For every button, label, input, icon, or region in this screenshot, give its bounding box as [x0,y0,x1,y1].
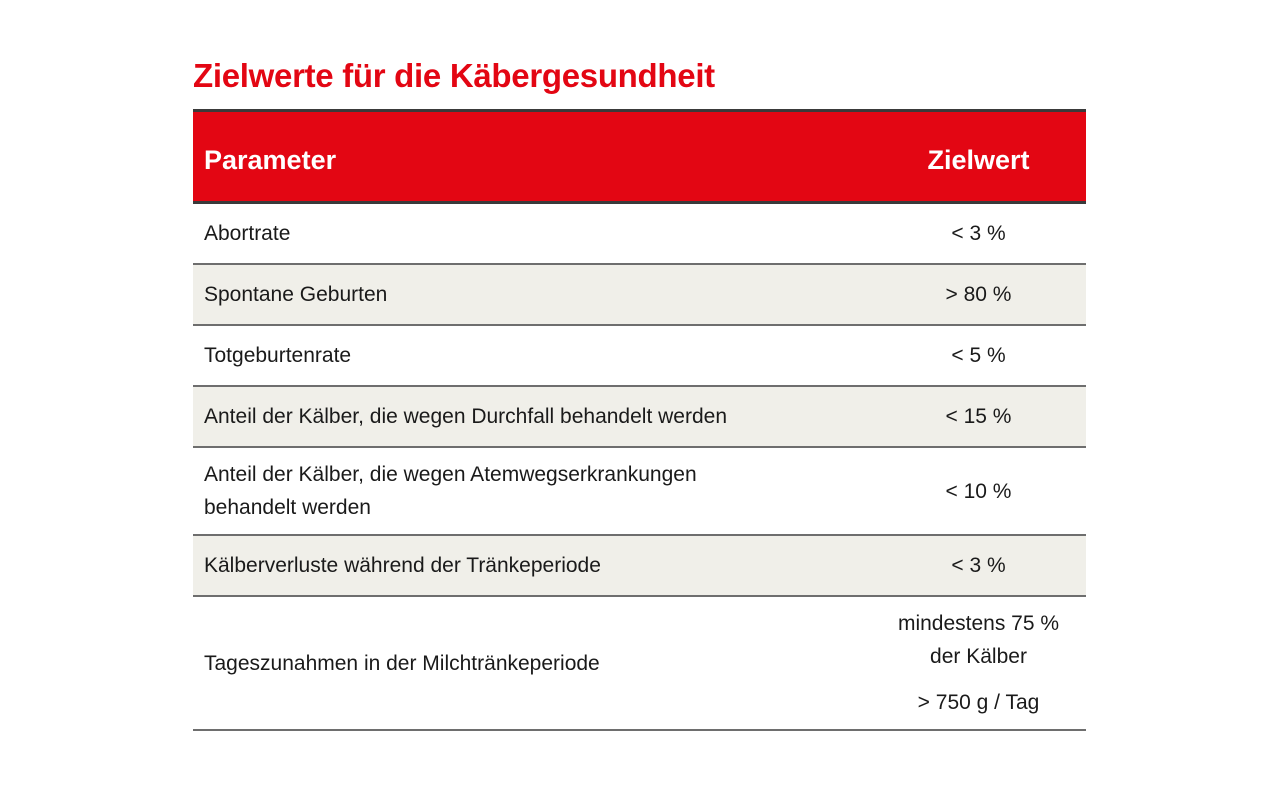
table-row [193,597,1086,731]
target-values-table [193,109,1086,731]
table-row [193,448,1086,536]
table-row [193,265,1086,326]
table-row [193,387,1086,448]
parameter-cell: Totgeburtenrate [204,344,352,367]
parameter-cell: Anteil der Kälber, die wegen Atemwegserkrankungen behandelt werden [204,463,697,519]
zielwert-value: > 750 g / Tag [917,691,1040,714]
table-row [193,536,1086,597]
content-block [193,56,1086,731]
zielwert-value: < 5 % [951,344,1006,367]
zielwert-cell [871,268,1086,321]
zielwert-cell [871,207,1086,260]
column-header-zielwert: Zielwert [927,145,1030,175]
zielwert-value: < 3 % [951,222,1006,245]
zielwert-cell [871,390,1086,443]
table-body [193,204,1086,731]
table-row [193,326,1086,387]
zielwert-value: < 10 % [945,479,1012,503]
parameter-cell: Tageszunahmen in der Milchtränkeperiode [204,651,600,675]
zielwert-value: > 80 % [945,283,1012,306]
parameter-cell: Anteil der Kälber, die wegen Durchfall behandelt werden [204,405,728,428]
page-title: Zielwerte für die Käbergesundheit [193,57,715,94]
zielwert-cell [871,465,1086,518]
zielwert-value: < 3 % [951,554,1006,577]
column-header-parameter: Parameter [204,145,337,175]
parameter-cell: Spontane Geburten [204,283,388,306]
zielwert-value: mindestens 75 % der Kälber [897,612,1060,668]
parameter-cell: Kälberverluste während der Tränkeperiode [204,554,601,577]
table-header-row [193,112,1086,204]
table-row [193,204,1086,265]
zielwert-cell [871,597,1086,729]
zielwert-value: < 15 % [945,405,1012,428]
parameter-cell: Abortrate [204,222,291,245]
zielwert-cell [871,539,1086,592]
zielwert-cell [871,329,1086,382]
